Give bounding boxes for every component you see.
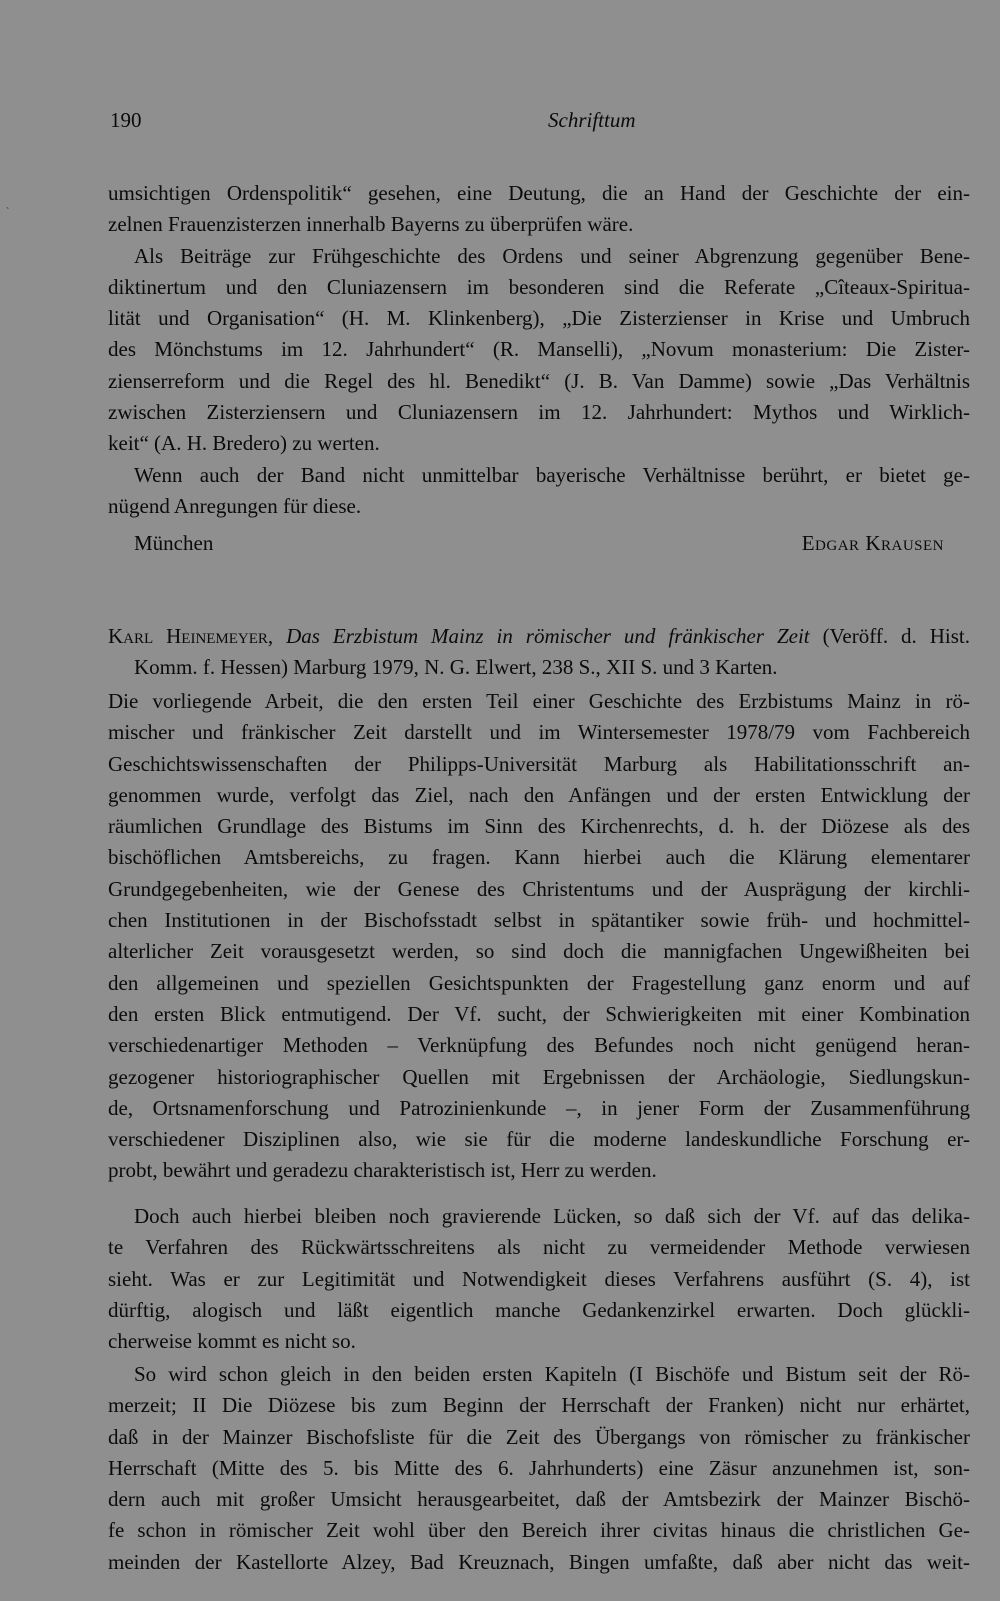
text-line: mischer und fränkischer Zeit darstellt und im Wintersemester 1978/79 vom Fachbereich — [108, 720, 970, 745]
text-line: verschiedener Disziplinen also, wie sie für die moderne landeskundliche Forschung er- — [108, 1127, 970, 1152]
text-line: gezogener historiographischer Quellen mit Ergebnissen der Archäologie, Siedlungskun- — [108, 1064, 970, 1089]
text-line: verschiedenartiger Methoden – Verknüpfung des Befundes noch nicht genügend heran- — [108, 1033, 970, 1058]
book-citation — [108, 621, 970, 684]
signature-place: München — [134, 531, 214, 555]
text-line: dern auch mit großer Umsicht herausgearbeitet, daß der Amtsbezirk der Mainzer Bischö- — [108, 1487, 970, 1512]
text-line: fe schon in römischer Zeit wohl über den Bereich ihrer civitas hinaus die christlichen Ge- — [108, 1518, 970, 1543]
text-line: meinden der Kastellorte Alzey, Bad Kreuznach, Bingen umfaßte, daß aber nicht das weit- — [108, 1549, 970, 1574]
review-body-paragraph-3 — [108, 1359, 970, 1578]
text-line: nügend Anregungen für diese. — [108, 493, 362, 518]
text-line: Grundgegebenheiten, wie der Genese des Christentums und der Ausprägung der kirchli- — [108, 876, 970, 901]
text-line: diktinertum und den Cluniazensern im besonderen sind die Referate „Cîteaux-Spiritua- — [108, 274, 970, 299]
text-line: den allgemeinen und speziellen Gesichtspunkten der Fragestellung ganz enorm und auf — [108, 970, 970, 995]
citation-line — [108, 621, 970, 652]
review-signature — [134, 528, 944, 559]
citation-details: (Veröff. d. Hist. — [822, 624, 971, 648]
text-line: Die vorliegende Arbeit, die den ersten Teil einer Geschichte des Erzbistums Mainz in rö- — [108, 689, 970, 713]
margin-mark: ` — [6, 207, 10, 218]
citation-line: Komm. f. Hessen) Marburg 1979, N. G. Elwert, 238 S., XII S. und 3 Karten. — [134, 655, 778, 680]
text-line: Wenn auch der Band nicht unmittelbar bayerische Verhältnisse berührt, er bietet ge- — [134, 462, 970, 487]
text-line: zienserreform und die Regel des hl. Benedikt“ (J. B. Van Damme) sowie „Das Verhältnis — [108, 368, 970, 393]
text-line: bischöflichen Amtsbereichs, zu fragen. Kann hierbei auch die Klärung elementarer — [108, 845, 970, 870]
text-line: sieht. Was er zur Legitimität und Notwendigkeit dieses Verfahrens ausführt (S. 4), ist — [108, 1266, 970, 1291]
text-line: dürftig, alogisch und läßt eigentlich manche Gedankenzirkel erwarten. Doch glückli- — [108, 1297, 970, 1322]
text-line: So wird schon gleich in den beiden ersten Kapiteln (I Bischöfe und Bistum seit der Rö- — [134, 1362, 970, 1386]
text-line: cherweise kommt es nicht so. — [108, 1329, 356, 1354]
text-line: daß in der Mainzer Bischofsliste für die Zeit des Übergangs von römischer zu fränkischer — [108, 1424, 970, 1449]
citation-author: Karl Heinemeyer, — [108, 624, 274, 648]
review-continuation — [108, 178, 970, 522]
text-line: räumlichen Grundlage des Bistums im Sinn des Kirchenrechts, d. h. der Diözese als des — [108, 814, 970, 839]
text-line: zwischen Zisterziensern und Cluniazensern im 12. Jahrhundert: Mythos und Wirklich- — [108, 400, 970, 425]
text-line: de, Ortsnamenforschung und Patrozinienkunde –, in jener Form der Zusammenführung — [108, 1095, 970, 1120]
text-line: probt, bewährt und geradezu charakteristisch ist, Herr zu werden. — [108, 1158, 657, 1183]
signature-author: Edgar Krausen — [801, 531, 944, 555]
text-line: den ersten Blick entmutigend. Der Vf. sucht, der Schwierigkeiten mit einer Kombination — [108, 1001, 970, 1026]
page-header — [110, 108, 970, 138]
text-line: lität und Organisation“ (H. M. Klinkenberg), „Die Zisterzienser in Krise und Umbruch — [108, 306, 970, 331]
review-body-paragraph-1 — [108, 686, 970, 1187]
text-line: alterlicher Zeit vorausgesetzt werden, so sind doch die mannigfachen Ungewißheiten bei — [108, 939, 970, 964]
text-line: umsichtigen Ordenspolitik“ gesehen, eine Deutung, die an Hand der Geschichte der ein- — [108, 181, 970, 205]
text-line: chen Institutionen in der Bischofsstadt selbst in spätantiker sowie früh- und hochmittel- — [108, 908, 970, 933]
running-title: Schrifttum — [548, 108, 636, 132]
text-line: genommen wurde, verfolgt das Ziel, nach den Anfängen und der ersten Entwicklung der — [108, 782, 970, 807]
citation-title: Das Erzbistum Mainz in römischer und fränkischer Zeit — [286, 624, 810, 648]
text-line: keit“ (A. H. Bredero) zu werten. — [108, 431, 380, 456]
text-line: Als Beiträge zur Frühgeschichte des Ordens und seiner Abgrenzung gegenüber Bene- — [134, 243, 970, 268]
text-line: Herrschaft (Mitte des 5. bis Mitte des 6. Jahrhunderts) eine Zäsur anzunehmen ist, son- — [108, 1455, 970, 1480]
text-line: des Mönchstums im 12. Jahrhundert“ (R. Manselli), „Novum monasterium: Die Zister- — [108, 337, 970, 362]
text-line: merzeit; II Die Diözese bis zum Beginn der Herrschaft der Franken) nicht nur erhärtet, — [108, 1393, 970, 1418]
review-body-paragraph-2 — [108, 1201, 970, 1357]
text-line: Geschichtswissenschaften der Philipps-Universität Marburg als Habilitationsschrift an- — [108, 751, 970, 776]
text-line: te Verfahren des Rückwärtsschreitens als nicht zu vermeidender Methode verwiesen — [108, 1235, 970, 1260]
text-line: Doch auch hierbei bleiben noch gravierende Lücken, so daß sich der Vf. auf das delika- — [134, 1204, 970, 1228]
page-number: 190 — [110, 108, 142, 132]
text-line: zelnen Frauenzisterzen innerhalb Bayerns zu überprüfen wäre. — [108, 212, 634, 237]
